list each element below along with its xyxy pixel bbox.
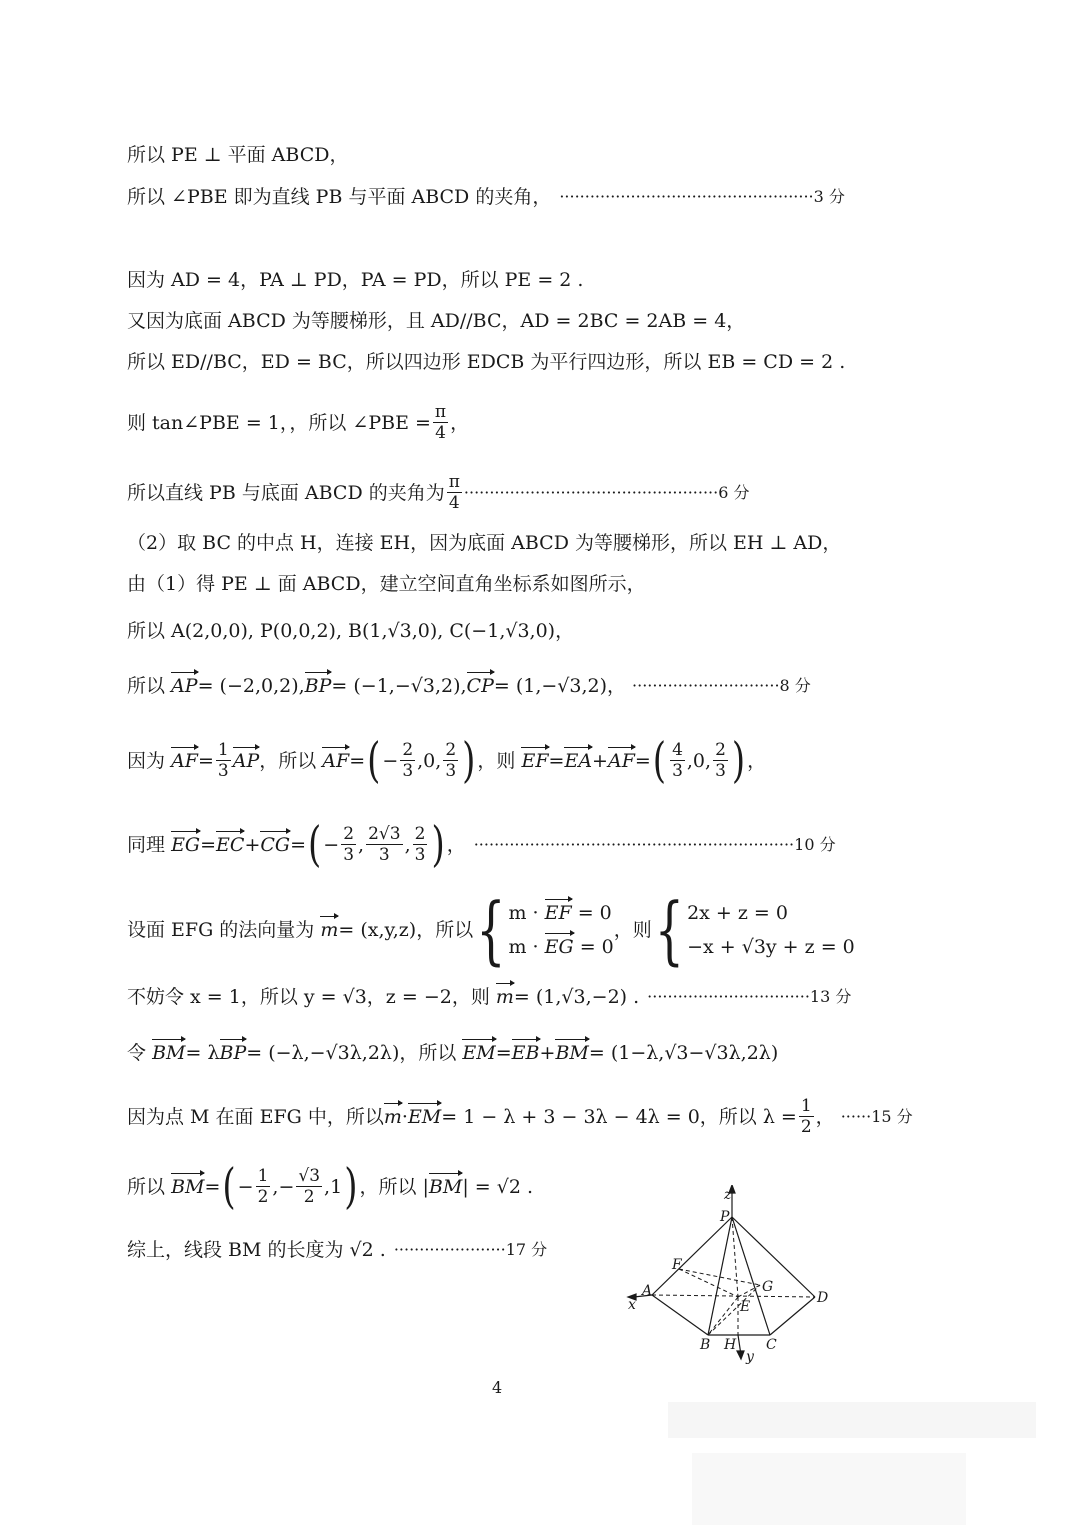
vector: BP (219, 1042, 247, 1064)
score-dots: ··················································6 分 (463, 482, 750, 502)
segment-FE (679, 1269, 738, 1297)
vector: m (495, 986, 514, 1008)
text-line-17: 因为点 M 在面 EFG 中，所以 m · EM = 1 − λ + 3 − 3λ − 4λ = 0，所以 λ = $\frac{1}{2}$ ， ······15 分 (127, 1096, 913, 1137)
text-line-15: 不妨令 x = 1，所以 y = √3，z = −2，则 m = (1,√3,−2) . ································13 分 (127, 986, 852, 1008)
vector: CP (466, 675, 494, 697)
vector: AP (171, 675, 198, 697)
edge-AD (652, 1295, 815, 1297)
text-line-11: 所以 AP = (−2,0,2), BP = (−1,−√3,2), CP = (1,−√3,2)， ·····························8 分 (127, 675, 811, 697)
vector: CG (260, 833, 291, 856)
equation-system: m · EF = 0 m · EG = 0 (508, 902, 614, 958)
text-line-19: 综上，线段 BM 的长度为 √2 . ······················17 分 (127, 1239, 548, 1261)
score-dots: ······················17 分 (393, 1240, 548, 1259)
vector: BP (304, 675, 332, 697)
equation-system: 2x + z = 0 −x + √3y + z = 0 (687, 902, 855, 958)
vector: AF (322, 749, 350, 772)
text-line-13: 同理 EG = EC + CG = ( − $\frac{2}{3}$ , $\frac{2√3}{3}$ , $\frac{2}{3}$ ) ， ·······························································10 分 (127, 816, 836, 873)
text-line-5: 所以 ED//BC，ED = BC，所以四边形 EDCB 为平行四边形，所以 EB = CD = 2 . (127, 351, 846, 373)
vector: EF (521, 749, 549, 772)
label-G: G (762, 1279, 774, 1295)
label-x: x (628, 1297, 636, 1313)
vector: m (383, 1105, 402, 1128)
text-line-18: 所以 BM = ( − $\frac{1}{2}$ ,− $\frac{√3}{2}$ ,1 ) ，所以 | BM | = √2 . (127, 1158, 534, 1215)
segment-BG (708, 1285, 760, 1335)
pyramid-figure (620, 1185, 840, 1365)
text-line-2: 所以 ∠PBE 即为直线 PB 与平面 ABCD 的夹角， ··················································3 分 (127, 186, 845, 208)
vector: EM (407, 1105, 442, 1128)
segment-EB (708, 1297, 738, 1335)
text-line-16: 令 BM = λ BP = (−λ,−√3λ,2λ)，所以 EM = EB + BM = (1−λ,√3−√3λ,2λ) (127, 1042, 779, 1064)
score-dots: ··················································3 分 (559, 187, 845, 206)
score-dots: ································13 分 (647, 987, 852, 1006)
vector: BM (171, 1175, 205, 1198)
text-line-12: 因为 AF = $\frac{1}{3}$ AP ，所以 AF = ( − $\frac{2}{3}$ ,0, $\frac{2}{3}$ ) ，则 EF = EA + AF = ( $\frac{4}{3}$ ,0, $\frac{2}{3}$ ) ， (127, 732, 767, 789)
vector: EG (171, 833, 201, 856)
vector: BM (428, 1175, 463, 1198)
text-line-14: 设面 EFG 的法向量为 m = (x,y,z)，所以 { m · EF = 0 m · EG = 0 ，则 { 2x + z = 0 −x + √3y + z = 0 (127, 886, 855, 974)
label-y: y (746, 1349, 754, 1365)
label-B: B (700, 1337, 711, 1353)
text-line-6: 则 tan∠PBE = 1，，所以 ∠PBE = $\frac{\pi}{4}$ ， (127, 402, 470, 443)
vector: AF (607, 749, 635, 772)
blurred-region (692, 1453, 966, 1525)
label-P: P (720, 1209, 730, 1225)
text-line-9: 由（1）得 PE ⊥ 面 ABCD，建立空间直角坐标系如图所示， (127, 573, 646, 595)
text-line-10: 所以 A(2,0,0), P(0,0,2), B(1,√3,0), C(−1,√3,0)， (127, 620, 575, 642)
fraction: $\frac{\pi}{4}$ (434, 402, 447, 443)
text-line-1: 所以 PE ⊥ 平面 ABCD， (127, 144, 349, 166)
vector: AP (232, 749, 260, 772)
blurred-region (668, 1402, 1036, 1438)
edge-PB (708, 1217, 732, 1335)
vector: AF (171, 749, 198, 772)
score-dots: ······15 分 (840, 1106, 913, 1126)
text-line-8: （2）取 BC 的中点 H，连接 EH，因为底面 ABCD 为等腰梯形，所以 EH ⊥ AD， (127, 532, 842, 554)
label-F: F (672, 1257, 682, 1273)
vector: BM (555, 1042, 589, 1064)
vector: EB (511, 1042, 540, 1064)
text-line-7: 所以直线 PB 与底面 ABCD 的夹角为 $\frac{\pi}{4}$ ··················································6 分 (127, 472, 750, 513)
page-number: 4 (492, 1378, 503, 1397)
edge-CD (770, 1297, 815, 1335)
y-arrow (737, 1351, 744, 1359)
segment-PE (732, 1217, 738, 1297)
label-E: E (740, 1299, 751, 1315)
label-H: H (724, 1337, 737, 1353)
label-A: A (642, 1283, 653, 1299)
vector: BM (152, 1042, 186, 1064)
text-line-4: 又因为底面 ABCD 为等腰梯形，且 AD//BC，AD = 2BC = 2AB = 4， (127, 310, 746, 332)
score-dots: ·······························································10 分 (473, 834, 836, 854)
vector: m (320, 919, 339, 941)
score-dots: ·····························8 分 (632, 676, 811, 695)
vector: EA (564, 749, 593, 772)
label-D: D (817, 1290, 829, 1306)
label-C: C (766, 1337, 777, 1353)
label-z: z (724, 1187, 732, 1203)
fraction: $\frac{\pi}{4}$ (448, 472, 460, 513)
edge-PA (652, 1217, 732, 1295)
text-line-3: 因为 AD = 4，PA ⊥ PD，PA = PD，所以 PE = 2 . (127, 269, 584, 291)
vector: EM (462, 1042, 496, 1064)
edge-AB (652, 1295, 708, 1335)
vector: EC (216, 833, 245, 856)
